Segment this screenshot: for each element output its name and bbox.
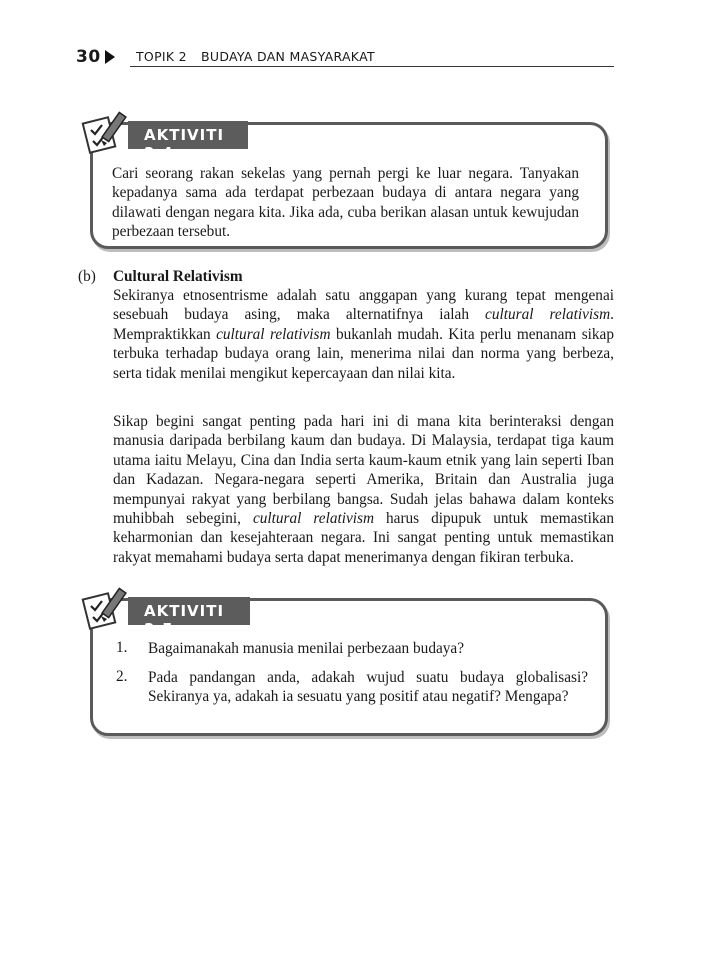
- page-number: 30: [76, 47, 101, 67]
- topic-label: TOPIK 2: [136, 49, 187, 64]
- section-title: Cultural Relativism: [113, 268, 243, 285]
- chapter-title: BUDAYA DAN MASYARAKAT: [201, 49, 375, 64]
- activity-2-4-label: AKTIVITI 2.4: [128, 121, 248, 149]
- paragraph-1-text-a: Sekiranya etnosentrisme adalah satu anggapan yang kurang tepat mengenai sesebuah budaya asing, maka alternatifnya ialah: [113, 287, 614, 324]
- section-label: (b): [78, 268, 96, 285]
- paragraph-2-term: cultural relativism: [252, 510, 375, 528]
- paragraph-2-text-a: Sikap begini sangat penting pada hari ini di mana kita berinteraksi dengan manusia daripada berbilang kaum dan budaya. Di Malaysia, terdapat tiga kaum utama iaitu Melayu, Cina dan India serta kaum-kaum etnik yang lain seperti Iban dan Kadazan. Negara-negara seperti Amerika, Britain dan Australia juga mempunyai rakyat yang berbilang bangsa. Sudah jelas bahawa dalam konteks muhibbah sebegini,: [113, 413, 614, 528]
- paragraph-2: [113, 412, 614, 567]
- paragraph-1-term-1: cultural relativism: [485, 306, 611, 324]
- checklist-pencil-icon: [80, 110, 130, 158]
- checklist-pencil-icon: [80, 586, 130, 634]
- play-arrow-icon: [105, 50, 115, 64]
- list-item-text: Bagaimanakah manusia menilai perbezaan budaya?: [148, 640, 464, 657]
- paragraph-1-text-b: . Mempraktikkan: [113, 306, 614, 343]
- activity-2-4-text: Cari seorang rakan sekelas yang pernah pergi ke luar negara. Tanyakan kepadanya sama ada terdapat perbezaan budaya di antara negara yang dilawati dengan negara kita. Jika ada, cuba berikan alasan untuk kewujudan perbezaan tersebut.: [112, 165, 579, 241]
- paragraph-1: [113, 286, 614, 383]
- header-rule: [130, 66, 614, 67]
- paragraph-1-text-c: bukanlah mudah. Kita perlu menanam sikap terbuka terhadap budaya orang lain, menerima nilai dan norma yang berbeza, serta tidak menilai mengikut kepercayaan dan nilai kita.: [113, 325, 614, 382]
- list-item-text: Pada pandangan anda, adakah wujud suatu budaya globalisasi? Sekiranya ya, adakah ia sesuatu yang positif atau negatif? Mengapa?: [148, 669, 588, 706]
- list-item-number: 1.: [116, 639, 128, 656]
- activity-2-5-label: AKTIVITI 2.5: [128, 597, 250, 625]
- paragraph-2-text-b: harus dipupuk untuk memastikan keharmonian dan kesejahteraan negara. Ini sangat penting untuk memastikan rakyat memahami budaya serta dapat menerimanya dengan fikiran terbuka.: [113, 510, 614, 566]
- paragraph-1-term-2: cultural relativism: [216, 325, 331, 343]
- list-item-number: 2.: [116, 668, 128, 685]
